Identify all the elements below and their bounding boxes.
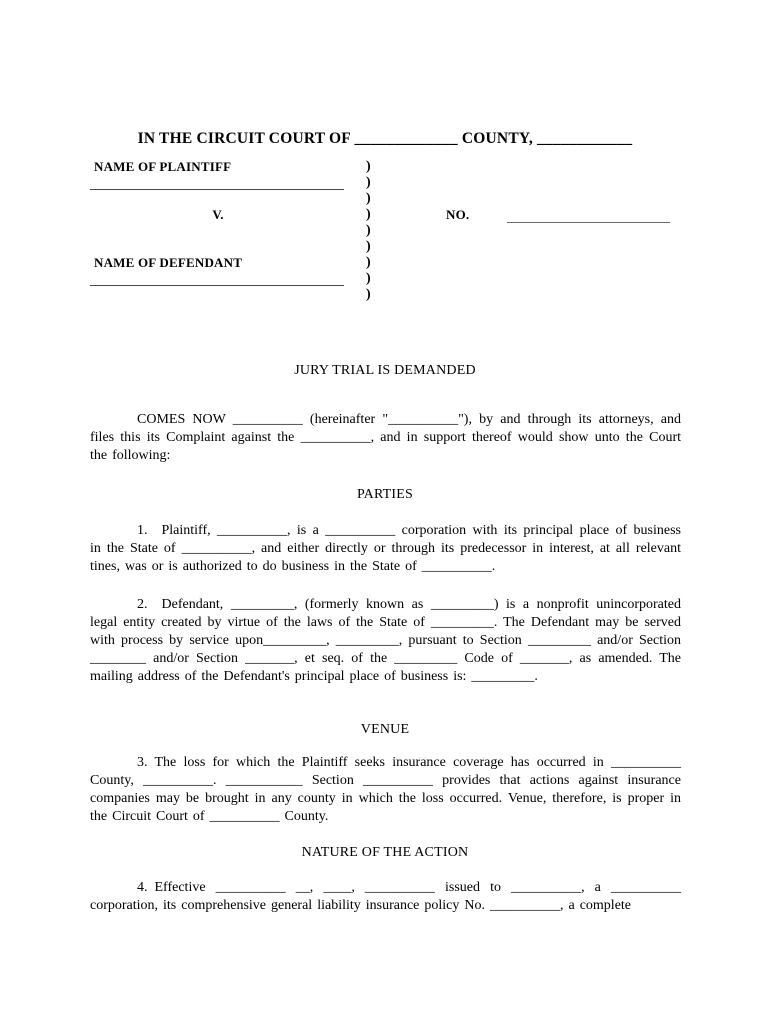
caption-paren: )	[366, 271, 371, 286]
case-number-field[interactable]	[507, 209, 670, 223]
caption-paren: )	[366, 191, 371, 206]
paragraph-4-nature: 4. Effective __________ __, ____, __________ issued to __________, a __________ corporation, its comprehensive general liability insurance policy No. __________, a complete	[90, 880, 681, 913]
versus-label: V.	[212, 207, 224, 222]
section-heading-venue: VENUE	[360, 722, 410, 737]
caption-paren: )	[366, 223, 371, 238]
case-number-label: NO.	[446, 207, 470, 222]
caption-paren: )	[366, 287, 371, 302]
intro-paragraph: COMES NOW __________ (hereinafter "__________"), by and through its attorneys, and files this its Complaint against the __________, and in support thereof would show unto the Court the following:	[90, 412, 681, 463]
caption-paren: )	[366, 175, 371, 190]
section-heading-nature-of-action: NATURE OF THE ACTION	[301, 845, 469, 860]
plaintiff-name-field[interactable]	[90, 175, 344, 190]
plaintiff-label: NAME OF PLAINTIFF	[94, 159, 232, 174]
court-title: IN THE CIRCUIT COURT OF _____________ COUNTY, ____________	[137, 130, 633, 147]
section-heading-parties: PARTIES	[356, 487, 414, 502]
paragraph-3-venue: 3. The loss for which the Plaintiff seeks insurance coverage has occurred in __________ County, __________. ___________ Section __________ provides that actions against insurance companies may be brought in any county in which the loss occurred. Venue, therefore, is proper in the Circuit Court of __________ County.	[90, 755, 681, 824]
paragraph-1-plaintiff: 1. Plaintiff, __________, is a __________ corporation with its principal place of business in the State of __________, and either directly or through its predecessor in interest, at all relevant tines, was or is authorized to do business in the State of __________.	[90, 523, 681, 574]
caption-paren: )	[366, 159, 371, 174]
case-caption	[90, 159, 680, 303]
defendant-label: NAME OF DEFENDANT	[94, 255, 243, 270]
caption-paren: )	[366, 255, 371, 270]
defendant-name-field[interactable]	[90, 271, 344, 286]
paragraph-2-defendant: 2. Defendant, _________, (formerly known as _________) is a nonprofit unincorporated legal entity created by virtue of the laws of the State of _________. The Defendant may be served with process by service upon_________, _________, pursuant to Section _________ and/or Section ________ and/or Section _______, et seq. of the _________ Code of _______, as amended. The mailing address of the Defendant's principal place of business is: _________.	[90, 597, 681, 684]
caption-paren: )	[366, 239, 371, 254]
caption-paren: )	[366, 207, 371, 222]
jury-demand-heading: JURY TRIAL IS DEMANDED	[294, 363, 476, 378]
